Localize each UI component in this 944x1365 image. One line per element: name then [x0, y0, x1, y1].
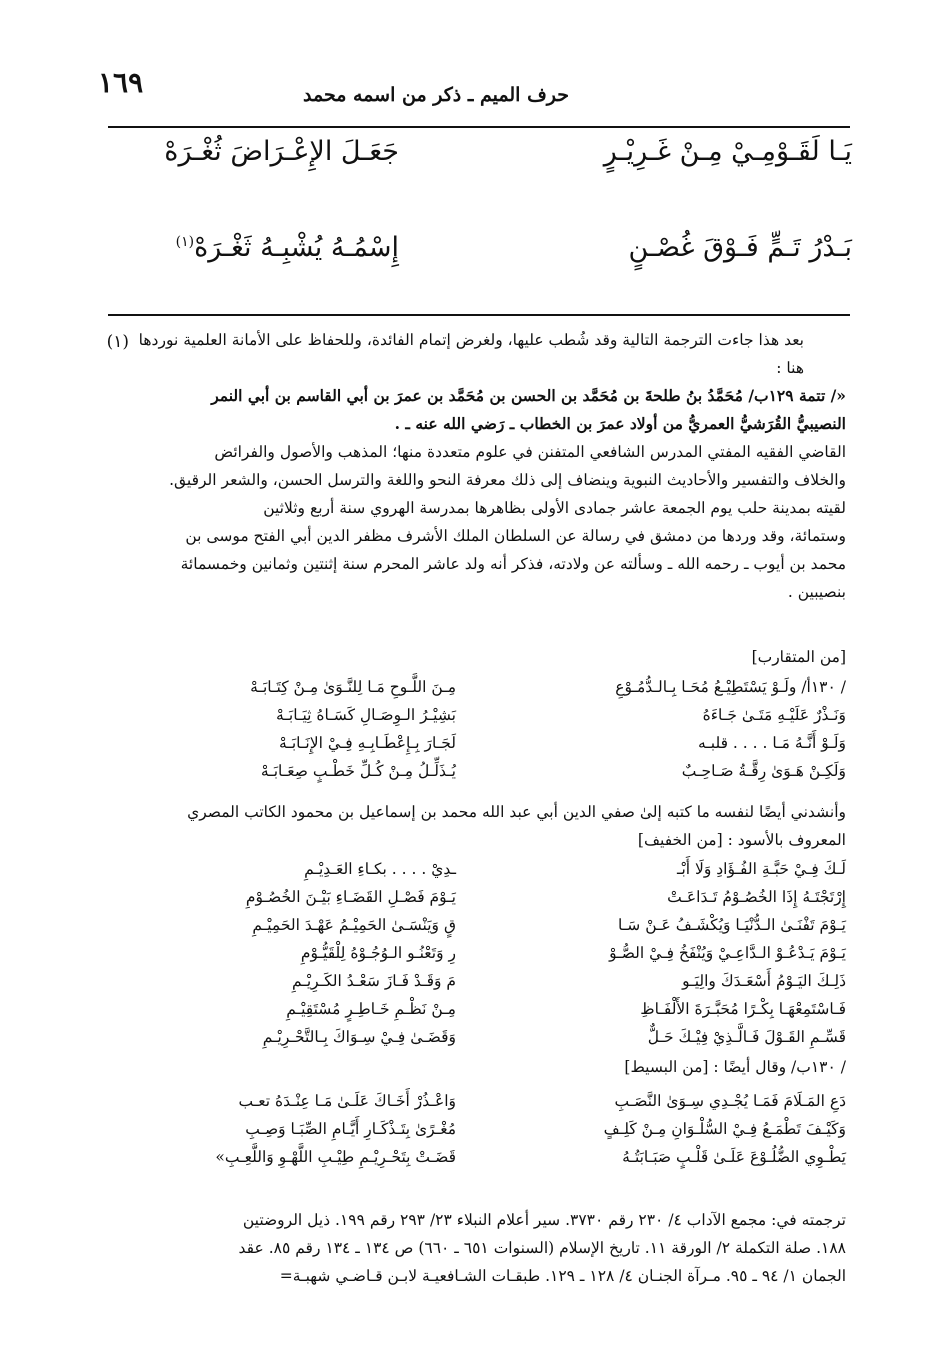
poem3-verse-1-second: وَاعْـذُرْ أَخَـاكَ عَلَـىٰ مَـا عِنْـدَهُ تعـب	[238, 1092, 456, 1110]
main-verse-1-second: جَعَـلَ الإِعْـرَاضَ ثُغْـرَهْ	[164, 136, 399, 167]
footnote-line: لقيته بمدينة حلب يوم الجمعة عاشر جمادى الأولى بظاهرها بمدرسة الهروي سنة أربع وثلاثين	[263, 499, 846, 517]
poem2-verse-2-second: يَـوْمَ فَصْـلِ القَضَـاءِ بَيْـنَ الخُصُـوْمِ	[245, 888, 456, 906]
footnote-line: «/ تتمة ١٢٩ب/ مُحَمَّدُ بنُ طلحةَ بن مُحَمَّد بن الحسن بن مُحَمَّد بن عمرَ بن أبي القاسم بن أبي النمر	[211, 386, 846, 405]
poem2-verse-5-second: مَ وَقَـدْ فَـازَ سَعْـدُ الكَـرِيْـمِ	[291, 972, 456, 990]
footnote-line: وأنشدني أيضًا لنفسه ما كتبه إلىٰ صفي الدين أبي عبد الله محمد بن إسماعيل بن محمود الكاتب المصري	[187, 803, 846, 821]
main-verse-2-second-text: إِسْمُـهُ يُشْبِـهُ ثَغْـرَهْ	[194, 232, 399, 263]
references-block	[101, 1206, 846, 1290]
footnote-line: محمد بن أيوب ـ رحمه الله ـ وسألته عن ولادته، فذكر أنه ولد عاشر المحرم سنة إثنتين وثمانين وخمسمائة	[180, 555, 846, 573]
poem3-verse-1-first: دَعِ المَـلَامَ فَمَـا يُجْـدِي سِـوَىٰ النَّصَـبِ	[614, 1092, 846, 1110]
poem1-verse-1-second: مِـنَ اللَّـوحِ مَـا لِلنَّـوَىٰ مِـنْ كِتَـابَـهْ	[250, 678, 456, 696]
footnote-mid-block	[101, 798, 846, 854]
poem3-intro: / ١٣٠ب/ وقال أيضًا : [من البسيط]	[624, 1058, 846, 1076]
footnote-line: بعد هذا جاءت الترجمة التالية وقد شُطب عليها، ولغرض إتمام الفائدة، وللحفاظ على الأمانة العلمية نوردها	[138, 331, 804, 349]
poem2-verse-2-first: إِرْتَجْتَـهُ إِذَا الخُصُـوْمُ تَـدَاعَـتْ	[667, 888, 846, 906]
poem2-verse-4-second: رِ وَتَعْنُـو الـوُجُـوْهُ لِلْقَيُّـوْمِ	[300, 944, 456, 962]
poem1-verse-3-first: وَلَـوْ أَنَّـهُ مَـا . . . . قلبـه	[697, 734, 846, 752]
poem2-verse-3-second: قٍ وَيَنْسَـىٰ الحَمِيْـمُ عَهْـدَ الحَمِيْـمِ	[252, 916, 456, 934]
footnote-line: بنصيبين .	[787, 583, 846, 601]
main-verse-2-second	[176, 232, 399, 263]
main-verse-1-first: يَـا لَقَـوْمِـيْ مِـنْ غَـرِيْـرٍ	[603, 136, 852, 167]
footnote-reference: (١)	[175, 234, 195, 250]
footnote-text-block	[101, 326, 804, 382]
footnote-marker: (١)	[106, 332, 129, 352]
poem2-verse-4-first: يَـوْمَ يَـدْعُـوْ الـدَّاعِـيْ وَيُنْفَخُ فِـيْ الصُّـوْ	[609, 944, 846, 962]
poem2-verse-7-second: وَقَضَـىٰ فِـيْ سِـوَاكَ بِـالتَّحْـرِيْـمِ	[262, 1028, 456, 1046]
top-rule	[108, 126, 850, 128]
footnote-line: القاضي الفقيه المفتي المدرس الشافعي المتفنن في علوم متعددة منها؛ المذهب والأصول والفرائض	[214, 443, 846, 461]
poem2-verse-7-first: قَسِّـمِ القَـوْلَ فَـالَّـذِيْ فِيْـكَ حَـلٌّ	[647, 1028, 846, 1046]
footnote-body-block	[101, 382, 846, 606]
poem2-verse-6-first: فَـاسْتَمِعْهَـا بِكْـرًا مُحَبَّـرَةَ الأَلْفَـاظِ	[640, 1000, 846, 1018]
reference-line: الجمان ١/ ٩٤ ـ ٩٥. مـرآة الجنـان ٤/ ١٢٨ ـ ١٢٩. طبقـات الشـافعيـة لابـن قـاضـي شهبـة=	[279, 1267, 846, 1285]
poem3-verse-3-first: يَطْـوِي الضُّلُـوْعَ عَلَـىٰ قَلْـبٍ صَبَـابَتُـهُ	[622, 1148, 846, 1166]
footnote-rule	[108, 314, 850, 316]
page-number: ١٦٩	[98, 66, 144, 99]
poem2-verse-1-second: ـدِيْ . . . . بكـاءِ العَـدِيْـمِ	[304, 860, 456, 878]
reference-line: ترجمته في: مجمع الآداب ٤/ ٢٣٠ رقم ٣٧٣٠. سير أعلام النبلاء ٢٣/ ٢٩٣ رقم ١٩٩. ذيل الروضتين	[242, 1211, 846, 1229]
poem1-verse-2-second: بَشِيْـرُ الـوِصَـالِ كَسَـاهُ ثِيَـابَـهْ	[276, 706, 456, 724]
poem1-verse-1-first: / ١٣٠أ/ ولَـوْ يَسْتَطِيْـعُ مُحَـا بِـالـدُّمُـوْعِ	[615, 678, 846, 696]
poem3-verse-3-second: قَضَـتْ بِتَحْـرِيْـمِ طِيْـبِ اللَّهْـوِ وَاللَّعِـبِ»	[215, 1148, 456, 1166]
poem3-verse-2-first: وَكَيْـفَ تَطْمَـعُ فِـيْ السُّلْـوَانِ مِـنْ كَلِـفٍ	[603, 1120, 846, 1138]
reference-line: ١٨٨. صلة التكملة ٢/ الورقة ١١. تاريخ الإسلام (السنوات ٦٥١ ـ ٦٦٠) ص ١٣٤ ـ ١٣٤ رقم ٨٥. عقد	[238, 1239, 846, 1257]
footnote-line: هنا :	[776, 359, 804, 377]
footnote-line: النصيبيُّ القُرَشيُّ العمريُّ من أولاد عمرَ بن الخطاب ـ رَضي الله عنه ـ .	[394, 414, 846, 433]
meter-label: [من المتقارب]	[751, 648, 846, 666]
footnote-line: وستمائة، وقد وردها من دمشق في رسالة عن السلطان الملك الأشرف مظفر الدين أبي الفتح موسى بن	[185, 527, 846, 545]
poem1-verse-4-second: يُـذَلِّـلُ مِـنْ كُـلِّ خَطْـبٍ صِعَـابَـهْ	[260, 762, 456, 780]
poem3-verse-2-second: مُغْـرًىٰ بِتَـذْكَـارِ أَيَّـامِ الصِّبَـا وَصِـبِ	[245, 1120, 456, 1138]
main-verse-2-first: بَـدْرُ تَـمٍّ فَـوْقَ غُصْـنٍ	[628, 232, 852, 263]
poem2-verse-6-second: مِـنْ نَظْـمِ خَـاطِـرٍ مُسْتَقِيْـمِ	[286, 1000, 456, 1018]
poem1-verse-2-first: وَنَـذْرٌ عَلَيْـهِ مَتَـىٰ جَـاءَهُ	[702, 706, 846, 724]
running-head: حرف الميم ـ ذكر من اسمه محمد	[302, 84, 569, 106]
poem2-verse-1-first: لَـكَ فِـيْ حَبَّـةِ الفُـؤَادِ وَلَا أَبْـ	[676, 860, 846, 878]
poem1-verse-4-first: وَلَكِـنْ هَـوَىٰ رِقَّـةُ صَـاحِـبٌ	[681, 762, 846, 780]
poem2-verse-3-first: يَـوْمَ تَفْنَـىٰ الـدُّنْيَـا وَيُكْشَـفُ عَـنْ سَـا	[618, 916, 846, 934]
poem2-verse-5-first: ذَلِـكَ اليَـوْمُ أَسْعَـدَكَ والِيَـو	[682, 972, 846, 990]
poem1-verse-3-second: لَجَـارَ بِـإِعْطَـابِـهِ فِـيْ الإِنَـابَـهْ	[279, 734, 456, 752]
footnote-line: المعروف بالأسود : [من الخفيف]	[637, 831, 846, 849]
footnote-line: والخلاف والتفسير والأحاديث النبوية وينضاف إلى ذلك معرفة النحو واللغة والترسل الحسن، والشعر الرقيق.	[169, 471, 846, 489]
